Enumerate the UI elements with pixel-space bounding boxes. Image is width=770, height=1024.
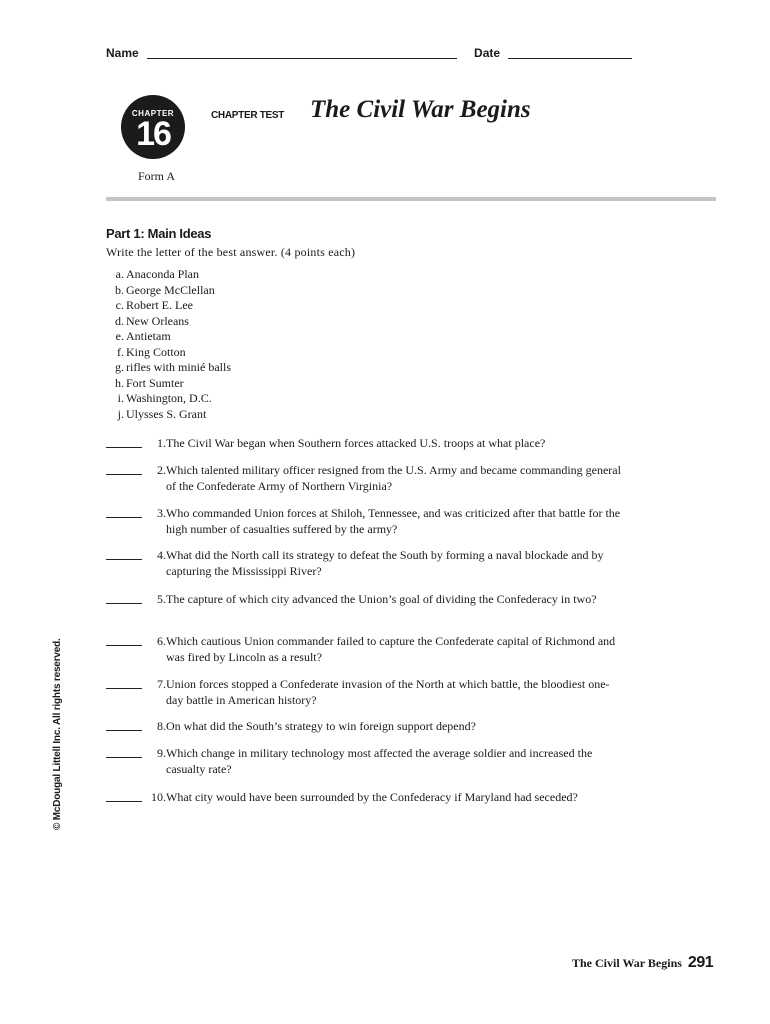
copyright: © McDougal Littell Inc. All rights reserved. [52,638,63,830]
answer-choice [108,283,231,299]
choice-letter: f. [117,344,124,359]
date-field[interactable] [508,58,632,59]
question-text: The capture of which city advanced the Union’s goal of dividing the Confederacy in two? [166,592,597,606]
answer-blank[interactable] [106,559,142,560]
name-label: Name [106,46,139,60]
choice-text: Washington, D.C. [126,391,212,405]
choice-text: King Cotton [126,344,186,359]
answer-choice [108,407,231,423]
question-number: 6. [157,634,166,648]
question-item [106,676,626,708]
running-title: The Civil War Begins [572,956,682,970]
answer-choice [108,267,231,283]
question-number: 7. [157,677,166,691]
question-text: What city would have been surrounded by the Confederacy if Maryland had seceded? [166,790,578,804]
answer-choice [108,376,231,392]
question-number: 3. [157,506,166,520]
choice-letter: b. [115,282,124,297]
name-date-line [106,46,632,60]
answer-blank[interactable] [106,645,142,646]
choice-text: Ulysses S. Grant [126,406,207,421]
answer-choice [108,298,231,314]
question-item [106,435,626,451]
choice-letter: e. [115,329,124,343]
page-title: The Civil War Begins [310,96,531,123]
question-text: What did the North call its strategy to defeat the South by forming a naval blockade and by capturing the Mississippi River? [166,548,604,578]
answer-choice [108,329,231,345]
choice-letter: j. [117,406,124,421]
choice-letter: d. [115,313,124,328]
question-number: 4. [157,548,166,562]
question-item [106,462,626,494]
question-item [106,789,626,805]
choice-text: rifles with minié balls [126,360,231,374]
choice-text: Robert E. Lee [126,298,193,312]
answer-blank[interactable] [106,603,142,604]
question-text: On what did the South’s strategy to win foreign support depend? [166,719,476,733]
chapter-test-label: CHAPTER TEST [211,110,285,121]
chapter-badge [121,95,185,159]
question-number: 10. [151,790,166,804]
choice-letter: a. [115,267,124,281]
choice-letter: c. [115,298,124,312]
answer-blank[interactable] [106,474,142,475]
instructions: Write the letter of the best answer. (4 points each) [106,245,356,259]
question-text: The Civil War began when Southern forces attacked U.S. troops at what place? [166,436,546,450]
name-field[interactable] [147,58,457,59]
chapter-number: 16 [136,115,170,153]
choice-text: Anaconda Plan [126,267,199,281]
answer-choice [108,360,231,376]
question-item [106,505,626,537]
part-title: Part 1: Main Ideas [106,226,212,241]
question-number: 1. [157,436,166,450]
choice-letter: h. [115,375,124,390]
question-item [106,745,626,777]
page-footer [572,954,713,972]
choice-letter: i. [117,391,124,405]
date-label: Date [474,46,501,60]
answer-choices [108,267,231,422]
answer-choice [108,391,231,407]
choice-text: Antietam [126,329,171,343]
question-item [106,718,626,734]
answer-blank[interactable] [106,801,142,802]
answer-blank[interactable] [106,688,142,689]
question-number: 2. [157,463,166,477]
question-text: Which talented military officer resigned from the U.S. Army and became commanding general of the Confederate Army of Northern Virginia? [166,463,621,493]
question-number: 9. [157,746,166,760]
chapter-label: CHAPTER [131,109,175,118]
answer-blank[interactable] [106,757,142,758]
question-item [106,547,626,579]
answer-choice [108,345,231,361]
answer-blank[interactable] [106,517,142,518]
question-text: Who commanded Union forces at Shiloh, Tennessee, and was criticized after that battle for the high number of casualties suffered by the army? [166,506,621,536]
page-number: 291 [687,954,714,971]
question-number: 8. [157,719,166,733]
form-label: Form A [138,169,176,183]
answer-blank[interactable] [106,447,142,448]
question-number: 5. [157,592,166,606]
choice-letter: g. [115,360,124,374]
question-item [106,633,626,665]
choice-text: George McClellan [126,282,215,297]
question-item [106,591,626,607]
choice-text: Fort Sumter [126,375,184,390]
question-text: Which change in military technology most affected the average soldier and increased the casualty rate? [166,746,593,776]
question-text: Which cautious Union commander failed to capture the Confederate capital of Richmond and was fired by Lincoln as a result? [166,634,616,664]
answer-blank[interactable] [106,730,142,731]
answer-choice [108,314,231,330]
divider [106,197,716,201]
choice-text: New Orleans [126,313,189,328]
question-text: Union forces stopped a Confederate invasion of the North at which battle, the bloodiest one-day battle in American history? [166,677,610,707]
